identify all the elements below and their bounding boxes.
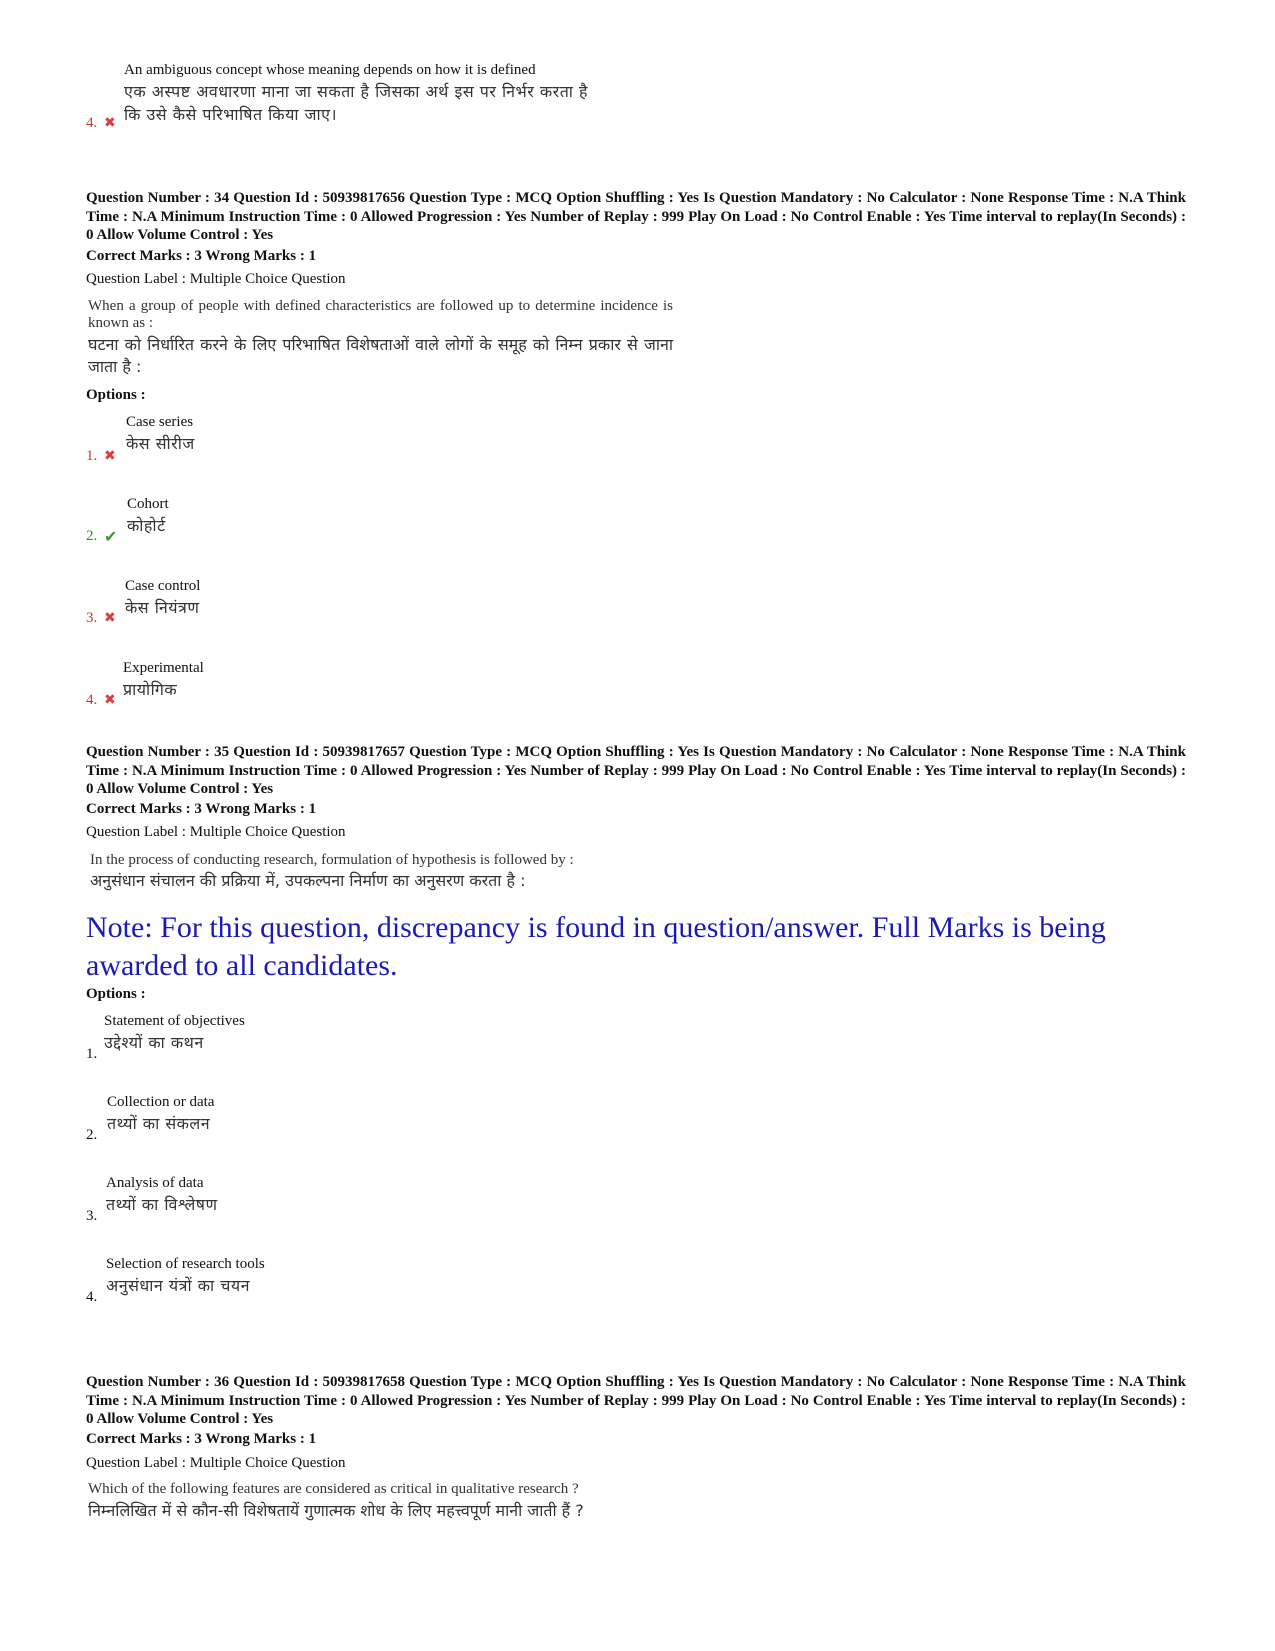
option-number: 4. (86, 1289, 98, 1305)
option-text-hi: अनुसंधान यंत्रों का चयन (106, 1276, 251, 1295)
option-text-en: Selection of research tools (106, 1256, 265, 1272)
option-text-hi: केस नियंत्रण (125, 598, 200, 617)
option-text-en: Case series (126, 414, 194, 430)
q34-option-3 (86, 578, 386, 628)
discrepancy-note: Note: For this question, discrepancy is found in question/answer. Full Marks is being awarded to all candidates. (86, 911, 1106, 982)
option-text-en: Analysis of data (106, 1175, 204, 1191)
q35-option-3 (86, 1175, 386, 1225)
option-number: 1. (86, 1046, 98, 1062)
question-36-text-hi: निम्नलिखित में से कौन-सी विशेषतायें गुणात्मक शोध के लिए महत्त्वपूर्ण मानी जाती हैं ? (88, 1501, 584, 1520)
option-number: 1. (86, 448, 98, 464)
question-34-header: Question Number : 34 Question Id : 50939817656 Question Type : MCQ Option Shuffling : Yes Is Question Mandatory : No Calculator : None Response Time : N.A Think Time : N.A Minimum Instruction Time : 0 Allowed Progression : Yes Number of Replay : 999 Play On Load : No Control Enable : Yes Time interval to replay(In Seconds) : 0 Allow Volume Control : Yes (86, 190, 1186, 243)
option-text-hi: एक अस्पष्ट अवधारणा माना जा सकता है जिसका अर्थ इस पर निर्भर करता है (124, 82, 589, 101)
option-number: 4. (86, 692, 98, 708)
question-35-text-en: In the process of conducting research, formulation of hypothesis is followed by : (90, 852, 574, 868)
question-35-options-label: Options : (86, 986, 146, 1002)
q34-option-1 (86, 414, 386, 464)
wrong-mark-icon: ✖ (104, 116, 116, 131)
option-text-hi: तथ्यों का संकलन (107, 1114, 211, 1133)
option-text-hi: केस सीरीज (126, 434, 195, 453)
q35-option-1 (86, 1013, 386, 1063)
option-text-en: Statement of objectives (104, 1013, 245, 1029)
wrong-mark-icon: ✖ (104, 449, 116, 464)
question-34-text-en: When a group of people with defined characteristics are followed up to determine incidence is known as : (88, 298, 673, 331)
question-34-options-label: Options : (86, 387, 146, 403)
q34-option-4 (86, 660, 386, 710)
question-35-label: Question Label : Multiple Choice Question (86, 824, 346, 840)
q35-option-4 (86, 1256, 406, 1306)
wrong-mark-icon: ✖ (104, 693, 116, 708)
option-number: 2. (86, 528, 98, 544)
option-text-hi-2: कि उसे कैसे परिभाषित किया जाए। (124, 105, 338, 124)
question-36-label: Question Label : Multiple Choice Question (86, 1455, 346, 1471)
question-36-header: Question Number : 36 Question Id : 50939817658 Question Type : MCQ Option Shuffling : Yes Is Question Mandatory : No Calculator : None Response Time : N.A Think Time : N.A Minimum Instruction Time : 0 Allowed Progression : Yes Number of Replay : 999 Play On Load : No Control Enable : Yes Time interval to replay(In Seconds) : 0 Allow Volume Control : Yes (86, 1374, 1186, 1427)
q34-option-2 (86, 496, 386, 546)
question-35-text-hi: अनुसंधान संचालन की प्रक्रिया में, उपकल्पना निर्माण का अनुसरण करता है : (90, 871, 526, 890)
option-text-en: An ambiguous concept whose meaning depends on how it is defined (124, 62, 536, 78)
question-36-text-en: Which of the following features are considered as critical in qualitative research ? (88, 1481, 579, 1497)
option-text-en: Cohort (127, 496, 169, 512)
wrong-mark-icon: ✖ (104, 611, 116, 626)
question-35-header: Question Number : 35 Question Id : 50939817657 Question Type : MCQ Option Shuffling : Yes Is Question Mandatory : No Calculator : None Response Time : N.A Think Time : N.A Minimum Instruction Time : 0 Allowed Progression : Yes Number of Replay : 999 Play On Load : No Control Enable : Yes Time interval to replay(In Seconds) : 0 Allow Volume Control : Yes (86, 744, 1186, 797)
option-text-hi: तथ्यों का विश्लेषण (106, 1195, 218, 1214)
question-34-marks: Correct Marks : 3 Wrong Marks : 1 (86, 248, 317, 264)
option-text-hi: कोहोर्ट (127, 516, 166, 535)
question-34-label: Question Label : Multiple Choice Question (86, 271, 346, 287)
option-text-hi: उद्देश्यों का कथन (104, 1033, 204, 1052)
option-text-en: Collection or data (107, 1094, 215, 1110)
option-number: 3. (86, 610, 98, 626)
option-number: 3. (86, 1208, 98, 1224)
question-36-marks: Correct Marks : 3 Wrong Marks : 1 (86, 1431, 317, 1447)
option-text-hi: प्रायोगिक (123, 680, 178, 699)
correct-check-icon: ✔ (104, 529, 118, 546)
question-35-marks: Correct Marks : 3 Wrong Marks : 1 (86, 801, 317, 817)
prev-question-option-4 (86, 60, 706, 135)
option-text-en: Experimental (123, 660, 204, 676)
q35-option-2 (86, 1094, 386, 1144)
option-text-en: Case control (125, 578, 201, 594)
option-number: 4. (86, 115, 98, 131)
question-34-text-hi: घटना को निर्धारित करने के लिए परिभाषित विशेषताओं वाले लोगों के समूह को निम्न प्रकार से जाना जाता है : (88, 335, 673, 376)
option-number: 2. (86, 1127, 98, 1143)
